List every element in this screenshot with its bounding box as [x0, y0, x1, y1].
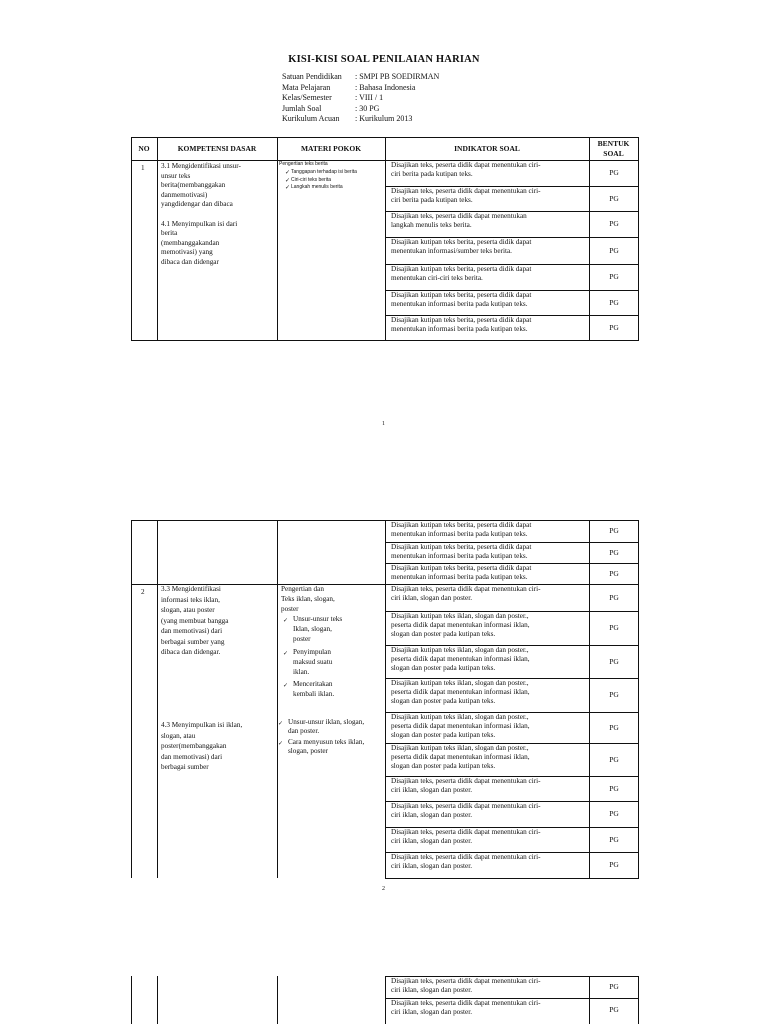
check-icon: ✓: [285, 169, 291, 176]
materi-item: Langkah menulis berita: [291, 184, 343, 190]
indicator-text: ciri iklan, slogan dan poster.: [391, 837, 473, 845]
indicator-text: menentukan informasi berita pada kutipan teks.: [391, 300, 528, 308]
meta-value: : Kurikulum 2013: [355, 114, 413, 124]
table-rule: [277, 976, 278, 1024]
question-type: PG: [609, 568, 619, 578]
indicator-text: Disajikan teks, peserta didik dapat menentukan ciri-: [391, 187, 541, 195]
meta-value: : VIII / 1: [355, 93, 384, 103]
indicator-text: Disajikan kutipan teks berita, peserta didik dapat: [391, 543, 532, 551]
competency-text: unsur teks: [161, 171, 191, 180]
question-type: PG: [609, 722, 619, 732]
materi-item: poster: [293, 635, 311, 643]
table-rule: [638, 976, 639, 1024]
column-header: NO: [138, 144, 150, 153]
check-icon: ✓: [285, 176, 291, 184]
check-icon: ✓: [283, 617, 289, 624]
competency-text: 4.1 Menyimpulkan isi dari: [161, 219, 238, 228]
materi-item: Unsur-unsur iklan, slogan,: [288, 718, 365, 726]
document-title: KISI-KISI SOAL PENILAIAN HARIAN: [288, 54, 480, 65]
table-rule: [385, 611, 638, 612]
question-type: PG: [609, 526, 619, 535]
materi-item: slogan, poster: [288, 747, 328, 755]
indicator-text: ciri iklan, slogan dan poster.: [391, 862, 473, 870]
materi-item: dan poster.: [288, 727, 320, 735]
materi-item: iklan.: [293, 668, 310, 676]
competency-text: memotivasi) yang: [161, 248, 213, 257]
table-rule: [385, 878, 639, 879]
indicator-text: Disajikan teks, peserta didik dapat menentukan: [391, 212, 527, 220]
table-rule: [385, 852, 638, 853]
question-type: PG: [609, 860, 619, 869]
question-type: PG: [609, 623, 619, 632]
indicator-text: peserta didik dapat menentukan informasi iklan,: [391, 722, 530, 730]
indicator-text: ciri berita pada kutipan teks.: [391, 170, 473, 178]
indicator-text: ciri iklan, slogan dan poster.: [391, 986, 473, 994]
table-rule: [385, 542, 638, 543]
table-rule: [385, 678, 638, 679]
indicator-text: Disajikan kutipan teks iklan, slogan dan poster.,: [391, 612, 529, 620]
column-header: SOAL: [603, 149, 624, 158]
materi-item: maksud suatu: [293, 658, 333, 666]
table-rule: [385, 743, 638, 744]
competency-text: berbagai sumber: [161, 763, 209, 771]
question-type: PG: [609, 834, 619, 844]
indicator-text: menentukan informasi berita pada kutipan teks.: [391, 325, 528, 333]
meta-key: Jumlah Soal: [282, 103, 322, 113]
meta-value: : 30 PG: [355, 103, 380, 113]
question-type: PG: [609, 297, 619, 307]
meta-key: Kelas/Semester: [282, 93, 332, 103]
indicator-text: Disajikan teks, peserta didik dapat menentukan ciri-: [391, 802, 541, 810]
table-rule: [131, 137, 132, 341]
materi-item: Tanggapan terhadap isi berita: [291, 169, 357, 175]
competency-text: informasi teks iklan,: [161, 595, 220, 604]
check-icon: ✓: [278, 740, 284, 747]
table-rule: [385, 776, 638, 777]
indicator-text: menentukan informasi berita pada kutipan teks.: [391, 552, 528, 560]
indicator-text: peserta didik dapat menentukan informasi iklan,: [391, 621, 530, 629]
question-type: PG: [609, 982, 619, 991]
table-rule: [157, 137, 158, 341]
indicator-text: Disajikan kutipan teks iklan, slogan dan poster.,: [391, 744, 529, 752]
table-rule: [385, 712, 638, 713]
indicator-text: Disajikan kutipan teks berita, peserta didik dapat: [391, 291, 532, 299]
indicator-text: slogan dan poster pada kutipan teks.: [391, 697, 496, 705]
indicator-text: Disajikan kutipan teks berita, peserta didik dapat: [391, 316, 532, 324]
table-rule: [385, 186, 638, 187]
competency-text: berita: [161, 229, 178, 238]
table-rule: [385, 645, 638, 646]
table-rule: [638, 137, 639, 341]
document-meta: [282, 72, 439, 125]
indicator-text: Disajikan teks, peserta didik dapat menentukan ciri-: [391, 853, 541, 861]
row-number: 1: [141, 164, 145, 172]
indicator-text: langkah menulis teks berita.: [391, 221, 472, 229]
materi-title: Teks iklan, slogan,: [281, 595, 335, 603]
meta-row: [282, 114, 439, 125]
column-header: BENTUK: [597, 139, 630, 148]
question-type: PG: [609, 656, 619, 666]
meta-row: [282, 83, 439, 94]
competency-text: 4.3 Menyimpulkan isi iklan,: [161, 721, 243, 729]
materi-item: Menceritakan: [293, 680, 333, 688]
materi-item: Unsur-unsur teks: [293, 615, 343, 623]
indicator-text: Disajikan kutipan teks berita, peserta didik dapat: [391, 238, 532, 246]
indicator-text: menentukan informasi/sumber teks berita.: [391, 247, 512, 255]
check-icon: ✓: [278, 720, 284, 727]
question-type: PG: [609, 219, 619, 228]
table-rule: [638, 520, 639, 879]
indicator-text: peserta didik dapat menentukan informasi iklan,: [391, 655, 530, 663]
question-type: PG: [609, 754, 619, 764]
indicator-text: Disajikan teks, peserta didik dapat menentukan ciri-: [391, 585, 541, 593]
indicator-text: Disajikan teks, peserta didik dapat menentukan ciri-: [391, 828, 541, 836]
table-rule: [385, 264, 638, 265]
meta-row: [282, 72, 439, 83]
question-type: PG: [609, 1005, 619, 1014]
table-rule: [385, 137, 386, 341]
check-icon: ✓: [283, 650, 289, 657]
indicator-text: ciri iklan, slogan dan poster.: [391, 811, 473, 819]
indicator-text: Disajikan kutipan teks berita, peserta didik dapat: [391, 265, 532, 273]
table-rule: [385, 801, 638, 802]
indicator-text: Disajikan teks, peserta didik dapat menentukan ciri-: [391, 977, 541, 985]
check-icon: ✓: [285, 184, 291, 191]
table-rule: [157, 520, 158, 878]
competency-text: slogan, atau: [161, 731, 196, 740]
materi-item: Cara menyusun teks iklan,: [288, 738, 365, 746]
indicator-text: ciri iklan, slogan dan poster.: [391, 786, 473, 794]
indicator-text: peserta didik dapat menentukan informasi iklan,: [391, 688, 530, 696]
table-rule: [385, 237, 638, 238]
indicator-text: Disajikan teks, peserta didik dapat menentukan ciri-: [391, 999, 541, 1007]
competency-text: dibaca dan didengar: [161, 258, 219, 266]
materi-title: Pengertian teks berita: [279, 161, 328, 167]
row-number: 2: [141, 588, 145, 596]
question-type: PG: [609, 272, 619, 281]
competency-text: berita(membanggakan: [161, 181, 226, 190]
materi-item: Penyimpulan: [293, 648, 331, 656]
question-type: PG: [609, 193, 619, 203]
check-icon: ✓: [283, 682, 289, 689]
indicator-text: menentukan informasi berita pada kutipan teks.: [391, 573, 528, 581]
indicator-text: Disajikan kutipan teks berita, peserta didik dapat: [391, 521, 532, 529]
indicator-text: slogan dan poster pada kutipan teks.: [391, 762, 496, 770]
meta-key: Kurikulum Acuan: [282, 114, 340, 124]
question-type: PG: [609, 592, 619, 602]
competency-text: danmemotivasi): [161, 190, 208, 199]
indicator-text: Disajikan kutipan teks iklan, slogan dan poster.,: [391, 713, 529, 721]
indicator-text: ciri iklan, slogan dan poster.: [391, 1008, 473, 1016]
table-rule: [385, 827, 638, 828]
question-type: PG: [609, 547, 619, 557]
column-header: MATERI POKOK: [300, 144, 362, 153]
indicator-text: Disajikan kutipan teks iklan, slogan dan poster.,: [391, 646, 529, 654]
table-rule: [385, 211, 638, 212]
indicator-text: menentukan ciri-ciri teks berita.: [391, 274, 483, 282]
indicator-text: Disajikan kutipan teks berita, peserta didik dapat: [391, 564, 532, 572]
indicator-text: ciri berita pada kutipan teks.: [391, 196, 473, 204]
indicator-text: slogan dan poster pada kutipan teks.: [391, 664, 496, 672]
table-rule: [385, 976, 386, 1024]
competency-text: yangdidengar dan dibaca: [161, 200, 233, 209]
competency-text: 3.3 Mengidentifikasi: [161, 585, 221, 593]
meta-value: : Bahasa Indonesia: [355, 82, 416, 92]
indicator-text: peserta didik dapat menentukan informasi iklan,: [391, 753, 530, 761]
table-rule: [385, 290, 638, 291]
page-number-1: 1: [382, 421, 385, 427]
materi-title: poster: [281, 605, 299, 613]
meta-row: [282, 93, 439, 104]
meta-key: Satuan Pendidikan: [282, 72, 342, 81]
meta-row: [282, 104, 439, 115]
competency-text: 3.1 Mengidentifikasi unsur-: [161, 162, 241, 170]
meta-value: : SMPI PB SOEDIRMAN: [355, 72, 440, 81]
indicator-text: slogan dan poster pada kutipan teks.: [391, 731, 496, 739]
competency-text: (yang membuat bangga: [161, 616, 229, 625]
indicator-text: ciri iklan, slogan dan poster.: [391, 594, 473, 602]
question-type: PG: [609, 322, 619, 332]
table-rule: [277, 137, 278, 341]
materi-title: Pengertian dan: [281, 585, 324, 593]
meta-key: Mata Pelajaran: [282, 82, 331, 92]
table-rule: [131, 976, 132, 1024]
competency-text: dan memotivasi) dari: [161, 627, 223, 635]
question-type: PG: [609, 783, 619, 793]
question-type: PG: [609, 245, 619, 255]
table-rule: [385, 563, 638, 564]
column-header: INDIKATOR SOAL: [454, 144, 520, 153]
competency-text: (membanggakandan: [161, 238, 220, 247]
materi-item: Ciri-ciri teks berita: [291, 176, 332, 183]
table-rule: [131, 520, 132, 878]
materi-item: Iklan, slogan,: [293, 625, 332, 633]
competency-text: slogan, atau poster: [161, 606, 215, 614]
competency-text: dibaca dan didengar.: [161, 648, 221, 656]
table-rule: [385, 520, 386, 878]
table-rule: [385, 998, 638, 999]
competency-text: berbagai sumber yang: [161, 637, 225, 646]
indicator-text: slogan dan poster pada kutipan teks.: [391, 630, 496, 638]
materi-item: kembali iklan.: [293, 690, 335, 698]
page-number-2: 2: [382, 886, 385, 892]
competency-text: poster(membanggakan: [161, 742, 227, 750]
table-rule: [277, 520, 278, 878]
question-type: PG: [609, 168, 619, 177]
indicator-text: Disajikan kutipan teks iklan, slogan dan poster.,: [391, 679, 529, 687]
column-header: KOMPETENSI DASAR: [177, 144, 257, 153]
question-type: PG: [609, 690, 619, 699]
indicator-text: Disajikan teks, peserta didik dapat menentukan ciri-: [391, 161, 541, 169]
competency-text: dan memotivasi) dari: [161, 752, 223, 761]
table-rule: [157, 976, 158, 1024]
indicator-text: Disajikan teks, peserta didik dapat menentukan ciri-: [391, 777, 541, 785]
question-type: PG: [609, 809, 619, 818]
indicator-text: menentukan informasi berita pada kutipan teks.: [391, 530, 528, 538]
table-rule: [385, 315, 638, 316]
